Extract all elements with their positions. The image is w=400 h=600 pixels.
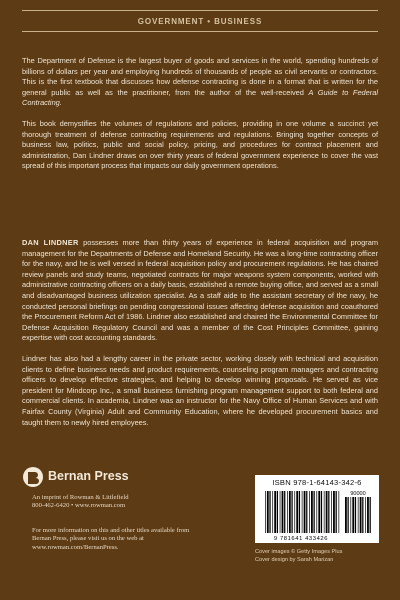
barcode-bar xyxy=(331,491,332,533)
bio-paragraph-2: Lindner has also had a lengthy career in the private sector, working closely with technical and acquisition clients to define business needs and product requirements, counseling program managers and contracting officers to develop effective strategies, and helping to develop winning proposals. He served as vice president for Mindcorp Inc., a small business furnishing program management support to both federal and commercial clients. In academia, Lindner was an instructor for the Navy Office of Human Services and with Fairfax County (Virginia) Adult and Community Education, where he developed procurement basics and taught them to newly hired employees. xyxy=(22,353,378,427)
barcode-bar xyxy=(360,497,362,533)
barcode-bar xyxy=(282,491,284,533)
barcode-bar xyxy=(277,491,278,533)
ean-bars xyxy=(265,491,339,533)
barcode-bar xyxy=(345,497,347,533)
description-paragraph-2: This book demystifies the volumes of regulations and policies, providing in one volume a succinct yet thorough treatment of defense contracting requirements and regulations. Bringing together concepts of business law, politics, public and social policy, pricing, and procedures for contract placement and administration, Dan Lindner draws on over thirty years of federal government experience to cover the vast spread of this important process that impacts our daily government operations. xyxy=(22,118,378,171)
barcode-bar xyxy=(294,491,295,533)
imprint-line: An imprint of Rowman & Littlefield xyxy=(32,494,129,501)
barcode-bar xyxy=(348,497,349,533)
contact-line: 800-462-6420 • www.rowman.com xyxy=(32,502,126,510)
barcode-bar xyxy=(365,497,366,533)
related-book-title: A Guide to Federal Contracting. xyxy=(22,87,378,108)
barcode-bar xyxy=(299,491,300,533)
barcode-bar xyxy=(265,491,266,533)
barcode-bar xyxy=(318,491,320,533)
price-code: 90000 xyxy=(350,491,366,497)
barcode-bar xyxy=(269,491,270,533)
cover-credits xyxy=(255,548,342,564)
cover-design-credit: Cover design by Sarah Marizan xyxy=(255,557,334,563)
category-label: GOVERNMENT • BUSINESS xyxy=(137,17,263,26)
barcode-bar xyxy=(333,491,335,533)
more-info-text: For more information on this and other titles available from Bernan Press, please visit us on the web at www.rowman.com/BernanPress. xyxy=(32,527,190,551)
barcode-bar xyxy=(280,491,281,533)
bio-text: possesses more than thirty years of experience in federal acquisition and program management for the Departments of Defense and Homeland Security. He was a long-time contracting officer for the navy, and he is well versed in federal acquisition policy and procurement regulations. He has chaired review panels and study teams, negotiated contracts for major weapons system components, worked with administrative contracting officers on a daily basis, established a remote buying office, and served as a small and disadvantaged business utilization specialist. As a staff aide to the assistant secretary of the navy, he conducted personal briefings on pending congressional issues affecting defense acquisition and coauthored the Procurement Reform Act of 1986. Lindner also established and chaired the Environmental Committee for Defense Acquisition Regulatory Council and was a member of the Cost Principles Committee, gaining expertise with cost accounting standards. xyxy=(22,238,378,343)
barcode-bar xyxy=(339,491,340,533)
description-paragraph-1 xyxy=(22,56,378,109)
barcode-bar xyxy=(287,491,288,533)
isbn-label: ISBN 978-1-64143-342-6 xyxy=(272,478,362,487)
barcode-bar xyxy=(326,491,328,533)
description-text: The Department of Defense is the largest buyer of goods and services in the world, spending hundreds of billions of dollars per year and employing hundreds of thousands of people as civil servants or contractors. This is the first textbook that discusses how defense contracting is done in a format that is written for the general public as well as the practitioner, from the author of the well-received xyxy=(22,56,378,97)
bernan-logo-icon xyxy=(22,466,44,488)
top-rule xyxy=(22,10,378,11)
barcode-bar xyxy=(336,491,337,533)
barcode-bar xyxy=(311,491,313,533)
imprint-info xyxy=(32,494,129,511)
book-description xyxy=(22,56,378,172)
barcode-bar xyxy=(302,491,303,533)
barcode-bar xyxy=(304,491,306,533)
barcode-bar xyxy=(362,497,363,533)
category-rule xyxy=(22,31,378,32)
author-name: DAN LINDNER xyxy=(22,238,79,247)
barcode-bar xyxy=(309,491,310,533)
author-bio xyxy=(22,238,378,428)
publisher-logo xyxy=(22,466,162,488)
barcode-bar xyxy=(358,497,359,533)
barcode-bar xyxy=(324,491,325,533)
barcode-bar xyxy=(306,491,307,533)
barcode-bar xyxy=(289,491,291,533)
barcode-bar xyxy=(274,491,276,533)
cover-images-credit: Cover images © Getty Images Plus xyxy=(255,549,343,555)
barcode-bar xyxy=(284,491,285,533)
barcode-bar xyxy=(352,497,354,533)
publisher-name: Bernan Press xyxy=(48,469,129,483)
barcode-bar xyxy=(328,491,329,533)
barcode-bar xyxy=(267,491,269,533)
barcode-bar xyxy=(272,491,273,533)
barcode-bar xyxy=(355,497,356,533)
barcode-bar xyxy=(316,491,317,533)
barcode-bar xyxy=(321,491,322,533)
ean-digits: 9 781641 433426 xyxy=(273,536,329,541)
barcode-panel xyxy=(255,475,379,543)
barcode-bar xyxy=(296,491,298,533)
barcode-graphic xyxy=(261,489,373,541)
barcode-bar xyxy=(291,491,292,533)
bio-paragraph-1 xyxy=(22,238,378,344)
price-addon-bars xyxy=(345,497,371,533)
barcode-bar xyxy=(370,497,371,533)
barcode-bar xyxy=(314,491,315,533)
barcode-bar xyxy=(367,497,369,533)
barcode-bar xyxy=(350,497,351,533)
